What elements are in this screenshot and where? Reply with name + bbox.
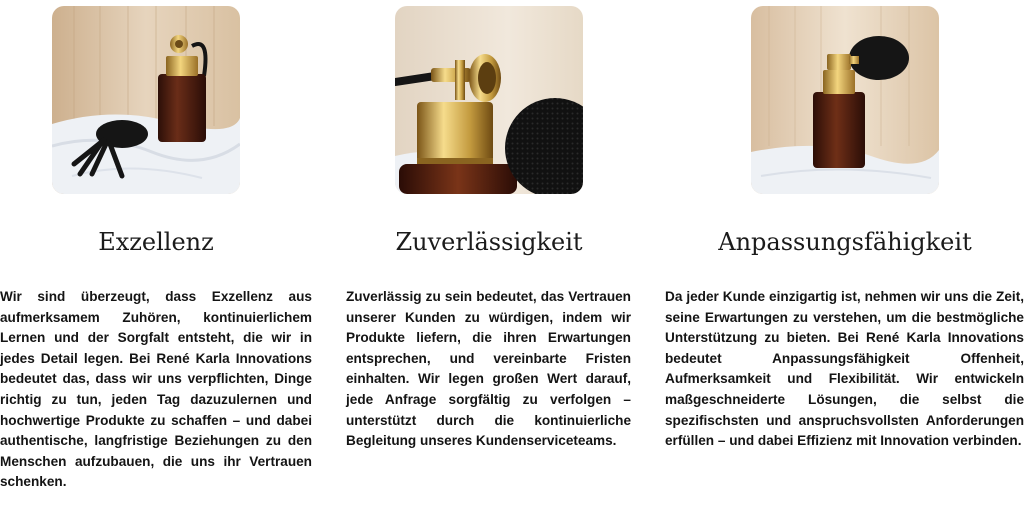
value-title-reliability: Zuverlässigkeit xyxy=(395,228,583,256)
value-description-excellence: Wir sind überzeugt, dass Exzellenz aus aufmerksamem Zuhören, kontinuierlichem Lernen und der Sorgfalt entsteht, die wir in jedes Detail legen. Bei René Karla Innovations bedeutet das, dass wir uns verpflichten, Dinge richtig zu tun, jeden Tag dazuzulernen und hochwertige Produkte zu schaffen – und dabei authentische, langfristige Beziehungen zu den Menschen aufzubauen, die uns ihr Vertrauen schenken. xyxy=(0,289,312,490)
value-description-adaptability: Da jeder Kunde einzigartig ist, nehmen wir uns die Zeit, seine Erwartungen zu verstehen, um die bestmögliche Unterstützung zu bieten. Bei René Karla Innovations bedeutet Anpassungsfähigkeit Offenheit, Aufmerksamkeit und Flexibilität. Wir entwickeln maßgeschneiderte Lösungen, die selbst die spezifischsten und anspruchsvollsten Anforderungen erfüllen – und dabei Effizienz mit Innovation verbinden. xyxy=(665,289,1024,449)
value-title-excellence: Exzellenz xyxy=(98,228,214,256)
value-title-adaptability: Anpassungsfähigkeit xyxy=(718,228,972,256)
value-description-reliability: Zuverlässig zu sein bedeutet, das Vertrauen unserer Kunden zu würdigen, indem wir Produkte liefern, die ihren Erwartungen entsprechen, und vereinbarte Fristen einhalten. Wir legen großen Wert darauf, jede Anfrage sorgfältig zu verfolgen – unterstützt durch die kontinuierliche Begleitung unseres Kundenserviceteams. xyxy=(346,289,631,449)
perfume-bottle-photo-adaptability xyxy=(751,6,939,194)
perfume-bottle-photo-reliability xyxy=(395,6,583,194)
perfume-bottle-photo-excellence xyxy=(52,6,240,194)
